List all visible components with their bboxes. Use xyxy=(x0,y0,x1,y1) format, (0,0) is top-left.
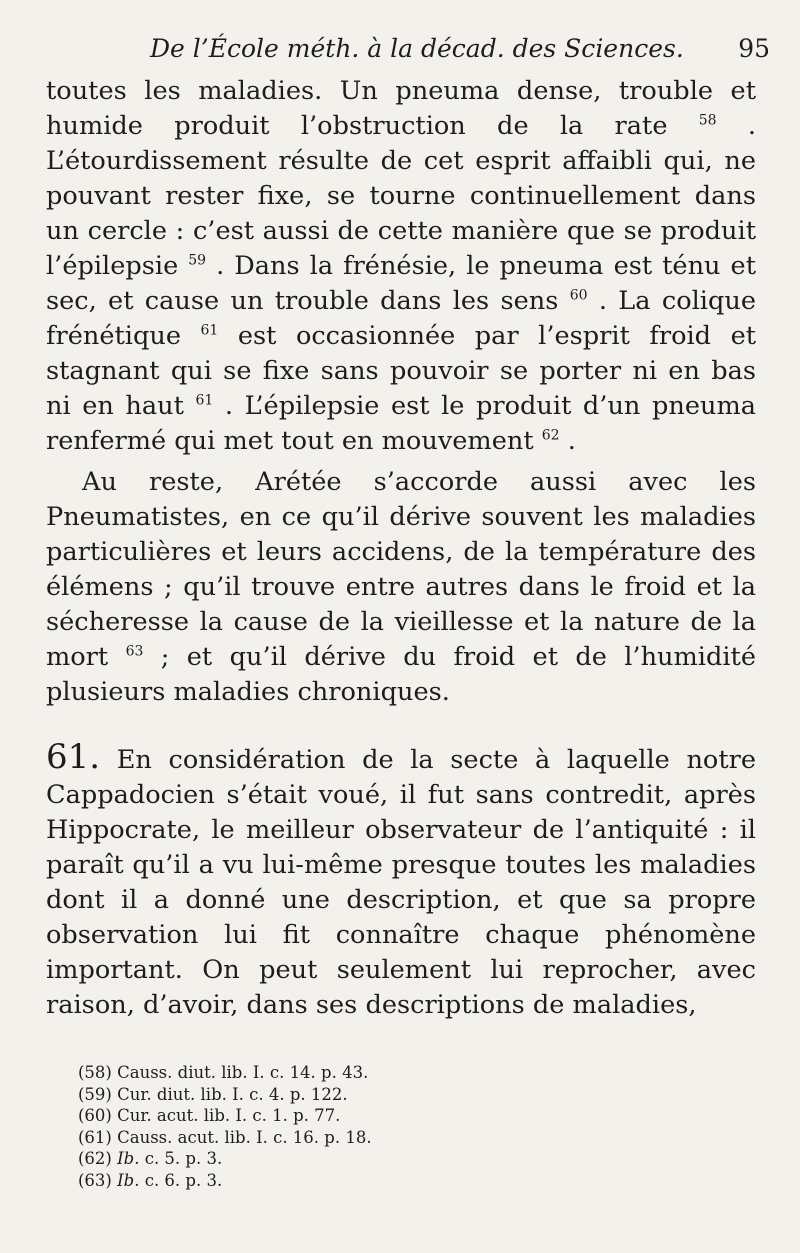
footnote xyxy=(78,1105,578,1127)
footnote-text: Causs. diut. lib. I. c. 14. p. 43. xyxy=(111,1063,369,1082)
section-61 xyxy=(46,737,757,1023)
footnote-number: (63) xyxy=(78,1170,112,1190)
footnote-number: (61) xyxy=(78,1127,112,1147)
main-text xyxy=(46,74,756,1023)
footnote-ref[interactable]: 62 xyxy=(541,427,560,444)
footnote-number: (62) xyxy=(78,1149,112,1169)
running-title: De l’École méth. à la décad. des Sciences. xyxy=(150,34,684,63)
paragraph-continuation xyxy=(46,74,756,459)
text-span: toutes les maladies. Un pneuma dense, trouble et humide produit l’obstruction de la rate xyxy=(46,76,756,141)
footnote xyxy=(78,1170,578,1192)
footnote-ref[interactable]: 61 xyxy=(195,392,214,409)
footnote-text: Cur. acut. lib. I. c. 1. p. 77. xyxy=(111,1106,341,1126)
footnotes xyxy=(78,1062,578,1192)
footnote-text: Cur. diut. lib. I. c. 4. p. 122. xyxy=(111,1084,348,1104)
footnote xyxy=(78,1127,578,1149)
footnote-ref[interactable]: 60 xyxy=(569,287,588,304)
page-number: 95 xyxy=(738,34,770,63)
section-number: 61. xyxy=(46,737,101,777)
text-span: . L’épilepsie est le produit d’un pneuma renfermé qui met tout en mouvement xyxy=(46,391,756,456)
footnote-ibid: Ib. xyxy=(117,1170,140,1190)
footnote xyxy=(78,1148,578,1170)
footnote xyxy=(78,1062,578,1084)
footnote-text: Causs. acut. lib. I. c. 16. p. 18. xyxy=(111,1127,372,1147)
footnote-ref[interactable]: 61 xyxy=(200,322,219,339)
footnote-number: (60) xyxy=(78,1106,112,1126)
text-span: ; et qu’il dérive du froid et de l’humidité plusieurs maladies chroniques. xyxy=(46,642,756,707)
text-span: . xyxy=(567,426,576,456)
footnote-text: c. 5. p. 3. xyxy=(139,1149,223,1169)
footnote-ref[interactable]: 59 xyxy=(188,252,207,269)
text-span: En considération de la secte à laquelle notre Cappadocien s’était voué, il fut sans contredit, après Hippocrate, le meilleur observateur de l’antiquité : il paraît qu’il a vu lui-même presque toutes les maladies dont il a donné une description, et que sa propre observation lui fit connaître chaque phénomène important. On peut seulement lui reprocher, avec raison, d’avoir, dans ses descriptions de maladies, xyxy=(46,745,757,1020)
text-span: Au reste, Arétée s’accorde aussi avec les Pneumatistes, en ce qu’il dérive souvent les maladies particulières et leurs accidens, de la température des élémens ; qu’il trouve entre autres dans le froid et la sécheresse la cause de la vieillesse et la nature de la mort xyxy=(46,467,756,672)
text-span: est occasionnée par l’esprit froid et stagnant qui se fixe sans pouvoir se porter ni en bas ni en haut xyxy=(46,321,757,421)
footnote-number: (58) xyxy=(78,1063,112,1082)
running-header xyxy=(150,30,770,70)
footnote xyxy=(78,1084,578,1106)
footnote-ref[interactable]: 58 xyxy=(698,112,717,129)
footnote-ibid: Ib. xyxy=(117,1149,140,1169)
text-span: . Dans la frénésie, le pneuma est ténu et sec, et cause un trouble dans les sens xyxy=(46,251,756,316)
text-span: . L’étourdissement résulte de cet esprit affaibli qui, ne pouvant rester fixe, se tourne continuellement dans un cercle : c’est aussi de cette manière que se produit l’épilepsie xyxy=(46,111,756,281)
footnote-text: c. 6. p. 3. xyxy=(139,1170,223,1190)
paragraph-areteus-pneumatists xyxy=(46,465,756,710)
footnote-number: (59) xyxy=(78,1084,112,1104)
text-span: . La colique frénétique xyxy=(46,286,756,351)
footnote-ref[interactable]: 63 xyxy=(125,643,144,660)
